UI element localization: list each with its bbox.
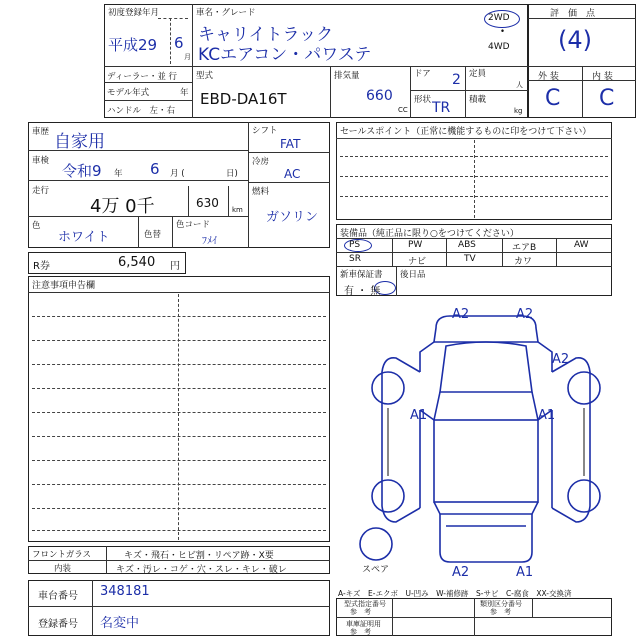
equip-tv: TV (464, 254, 476, 264)
model-year-unit: 年 (180, 88, 189, 98)
equip-aw: AW (574, 240, 589, 250)
interior-label: 内 装 (592, 72, 613, 82)
equip-leather: カワ (514, 257, 533, 267)
capacity-unit: 人 (516, 81, 523, 89)
displacement-value: 660 (366, 88, 393, 104)
model-cert-label: 型式指定番号 (344, 600, 386, 608)
mileage-sub: 630 (196, 196, 219, 210)
equipment-title: 装備品（純正品に限り○をつけてください） (340, 229, 519, 239)
warranty-value: 有 ・ 無 (344, 286, 381, 297)
equip-sr: SR (349, 254, 361, 264)
mark-a1-right-side: A1 (538, 408, 556, 423)
color-code-label: 色コード (176, 220, 211, 230)
mark-a2-front-right: A2 (516, 307, 534, 322)
equip-airbag: エアB (512, 243, 537, 253)
displacement-unit: CC (398, 106, 408, 114)
grade-title: 評 価 点 (550, 9, 596, 19)
mileage-value: 4万 0千 (90, 196, 155, 217)
drive-dot: • (500, 27, 506, 37)
reg-month: 6 (174, 34, 184, 52)
color-label: 色 (32, 221, 41, 231)
equip-navi: ナビ (408, 257, 427, 267)
displacement-label: 排気量 (334, 71, 360, 81)
shift-label: シフト (252, 126, 278, 136)
damage-legend: A-キズ E-エクボ U-凹み W-補修跡 S-サビ C-腐食 XX-交換済 (338, 589, 572, 598)
model-cert-ref: 参 考 (350, 608, 371, 616)
chassis-value: 348181 (100, 584, 150, 599)
inspection-month: 6 (150, 160, 160, 178)
garage-cert-label: 車庫証明用 (346, 620, 381, 628)
warranty-label: 新車保証書 (340, 270, 383, 280)
interior-value: C (599, 86, 615, 111)
recycle-value: 6,540 (118, 255, 156, 270)
spare-label: スペア (362, 565, 390, 575)
drive-4wd: 4WD (488, 42, 510, 52)
usage-value: 自家用 (54, 132, 105, 152)
category-ref: 参 考 (490, 608, 511, 616)
ac-label: 冷房 (252, 157, 270, 167)
grade-score: (4) (558, 26, 592, 54)
reg-month-unit: 月 (184, 53, 191, 61)
fuel-label: 燃料 (252, 187, 270, 197)
capacity-label: 定員 (469, 69, 487, 79)
shape-value: TR (432, 100, 451, 116)
mileage-unit: km (232, 206, 243, 214)
mark-a2-rear-left: A2 (452, 565, 470, 580)
reg-year-label: 初度登録年月 (108, 8, 160, 18)
front-glass-label: フロントガラス (32, 550, 91, 560)
load-label: 積載 (469, 95, 487, 105)
reg-number-value: 名変中 (100, 616, 140, 631)
inspection-day-unit: 日) (226, 169, 238, 179)
exterior-label: 外 装 (538, 72, 559, 82)
recycle-box (28, 252, 186, 274)
model-year-label: モデル年式 (107, 88, 150, 98)
shift-value: FAT (280, 137, 301, 151)
handle-label: ハンドル 左・右 (107, 106, 176, 116)
load-unit: kg (514, 107, 523, 115)
reg-era: 平成29 (108, 36, 158, 54)
dealer-label: ディーラー・並 行 (107, 72, 178, 82)
chassis-label: 車台番号 (38, 591, 78, 602)
equip-abs: ABS (458, 240, 476, 250)
mileage-label: 走行 (32, 186, 50, 196)
type-label: 型式 (196, 71, 214, 81)
equip-pw: PW (408, 240, 423, 250)
category-label: 類別区分番号 (480, 600, 522, 608)
model-grade-label: 車名・グレード (196, 8, 256, 18)
equip-ps: PS (349, 240, 361, 250)
exterior-value: C (545, 86, 561, 111)
inspection-year-unit: 年 (114, 169, 123, 179)
color-change-label: 色替 (144, 230, 162, 240)
receiver-label: 後日品 (400, 270, 426, 280)
front-glass-value: キズ・飛石・ヒビ割・リペア跡・X要 (124, 551, 274, 561)
grade: KCエアコン・パワステ (198, 45, 372, 65)
door-label: ドア (414, 69, 431, 79)
sales-point-title: セールスポイント（正常に機能するものに印をつけて下さい） (340, 127, 592, 137)
inspection-month-unit: 月 ( (170, 169, 185, 179)
recycle-unit: 円 (170, 261, 180, 272)
door-value: 2 (452, 72, 461, 88)
reg-number-label: 登録番号 (38, 619, 78, 630)
inspection-era: 令和9 (62, 162, 102, 180)
fuel-value: ガソリン (266, 210, 319, 225)
car-diagram (336, 300, 636, 590)
mark-a2-right-front: A2 (552, 352, 570, 367)
drive-2wd: 2WD (488, 13, 510, 23)
type-value: EBD-DA16T (200, 90, 287, 108)
recycle-label: R券 (33, 261, 50, 272)
usage-label: 車歴 (32, 127, 50, 137)
color-code-value: ﾌﾒｲ (202, 236, 217, 247)
inspection-label: 車検 (32, 156, 50, 166)
garage-cert-ref: 参 考 (350, 628, 371, 636)
mark-a1-left-side: A1 (410, 408, 428, 423)
color-value: ホワイト (58, 230, 110, 245)
mark-a2-front-left: A2 (452, 307, 470, 322)
ac-value: AC (284, 167, 301, 181)
car-name: キャリイトラック (198, 25, 334, 45)
mark-a1-rear-right: A1 (516, 565, 534, 580)
interior-cond-value: キズ・汚レ・コゲ・穴・スレ・キレ・破レ (116, 565, 287, 575)
shape-label: 形状 (414, 95, 432, 105)
interior-cond-label: 内装 (54, 564, 72, 574)
notes-title: 注意事項申告欄 (32, 281, 96, 291)
